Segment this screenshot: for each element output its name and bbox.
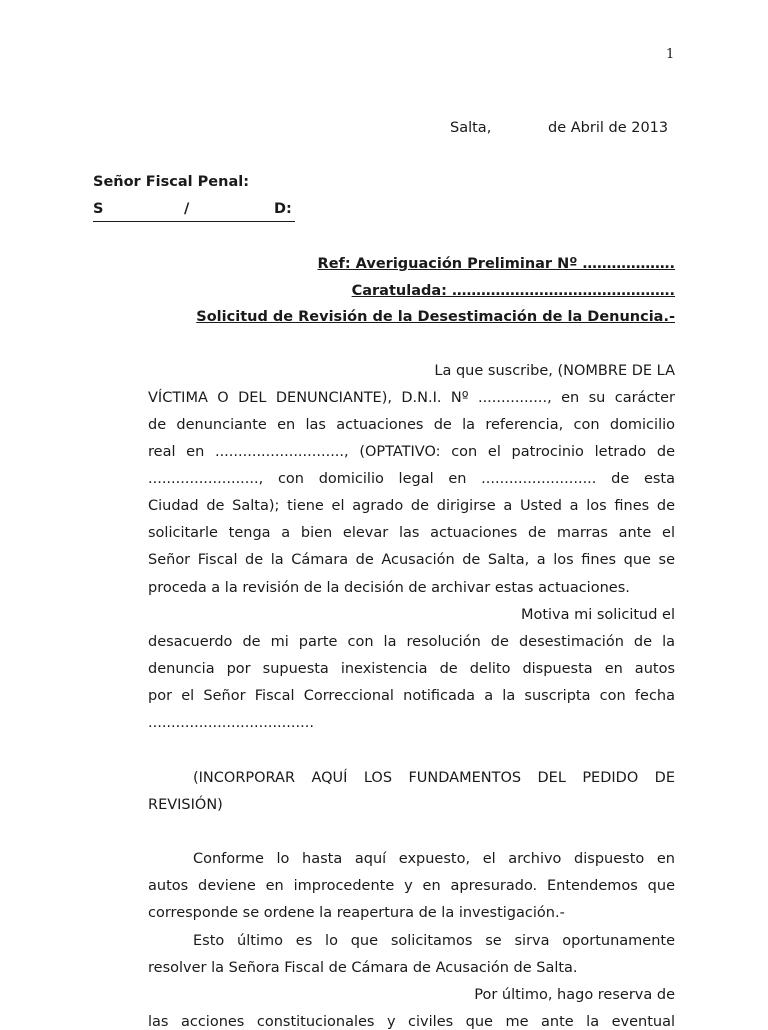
- body-line: solicitarle tenga a bien elevar las actuaciones de marras ante el: [148, 525, 675, 541]
- date-text: de Abril de 2013: [548, 120, 669, 136]
- reference-ref: Ref: Averiguación Preliminar Nº ……………….: [317, 256, 675, 272]
- body-line: desacuerdo de mi parte con la resolución de desestimación de la: [148, 634, 675, 650]
- body-line: resolver la Señora Fiscal de Cámara de Acusación de Salta.: [148, 960, 578, 976]
- addressee-s: S: [93, 201, 104, 217]
- page-number: 1: [666, 47, 675, 62]
- date-city: Salta,: [450, 120, 492, 136]
- body-line: Señor Fiscal de la Cámara de Acusación de Salta, a los fines que se: [148, 552, 675, 568]
- reference-caratulada: Caratulada: ……………………………………….: [351, 283, 675, 299]
- body-line: ........................, con domicilio legal en ......................... de esta: [148, 471, 675, 487]
- body-line: REVISIÓN): [148, 797, 223, 813]
- body-line: Esto último es lo que solicitamos se sirva oportunamente: [193, 933, 675, 949]
- body-line: de denunciante en las actuaciones de la referencia, con domicilio: [148, 417, 675, 433]
- body-line: Motiva mi solicitud el: [520, 607, 675, 623]
- reference-subject: Solicitud de Revisión de la Desestimación de la Denuncia.-: [196, 309, 675, 325]
- body-line: La que suscribe, (NOMBRE DE LA: [434, 363, 675, 379]
- body-line: ....................................: [148, 715, 314, 731]
- body-line: por el Señor Fiscal Correccional notificada a la suscripta con fecha: [148, 688, 675, 704]
- body-line: denuncia por supuesta inexistencia de delito dispuesta en autos: [148, 661, 675, 677]
- body-line: Conforme lo hasta aquí expuesto, el archivo dispuesto en: [193, 851, 675, 867]
- body-line: (INCORPORAR AQUÍ LOS FUNDAMENTOS DEL PEDIDO DE: [193, 770, 675, 786]
- body-line: autos deviene en improcedente y en apresurado. Entendemos que: [148, 878, 675, 894]
- addressee-slash: /: [184, 201, 190, 217]
- body-line: las acciones constitucionales y civiles que me ante la eventual: [148, 1014, 675, 1030]
- body-line: corresponde se ordene la reapertura de la investigación.-: [148, 905, 565, 921]
- addressee-title: Señor Fiscal Penal:: [93, 174, 250, 190]
- addressee-sd-line: [93, 201, 295, 222]
- body-line: proceda a la revisión de la decisión de archivar estas actuaciones.: [148, 580, 630, 596]
- body-line: Por último, hago reserva de: [474, 987, 675, 1003]
- body-line: Ciudad de Salta); tiene el agrado de dirigirse a Usted a los fines de: [148, 498, 675, 514]
- body-line: real en ............................, (OPTATIVO: con el patrocinio letrado de: [148, 444, 675, 460]
- body-line: VÍCTIMA O DEL DENUNCIANTE), D.N.I. Nº ..............., en su carácter: [148, 390, 675, 406]
- addressee-d: D:: [274, 201, 292, 217]
